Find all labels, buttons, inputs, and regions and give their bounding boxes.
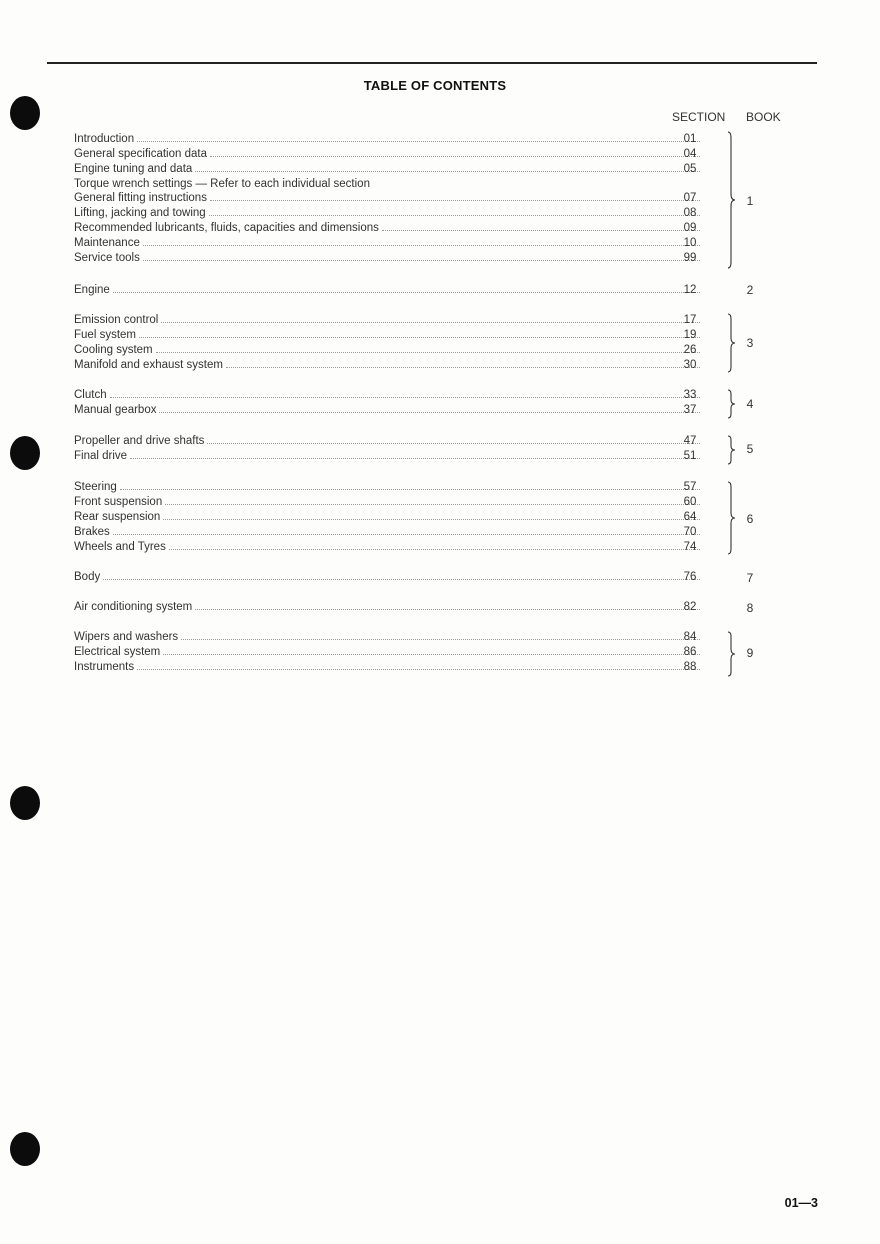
toc-entry-section: 47 — [683, 435, 697, 447]
dot-leader — [143, 260, 700, 261]
toc-entry — [74, 403, 700, 418]
dot-leader — [195, 609, 700, 610]
toc-entry — [74, 600, 700, 615]
toc-entry — [74, 434, 700, 449]
book-column-header: BOOK — [746, 110, 781, 124]
book-number: 5 — [746, 442, 754, 456]
toc-entry-title: Body — [74, 571, 101, 583]
toc-entry — [74, 328, 700, 343]
toc-entry — [74, 177, 700, 192]
toc-entry — [74, 236, 700, 251]
group-brace — [726, 630, 738, 678]
toc-entry-section: 33 — [683, 389, 697, 401]
toc-entry-section: 82 — [683, 601, 697, 613]
toc-entry-section: 05 — [683, 163, 697, 175]
toc-entry — [74, 525, 700, 540]
toc-entry-section: 12 — [683, 284, 697, 296]
toc-entry — [74, 283, 700, 298]
binder-hole — [10, 786, 40, 820]
toc-entry — [74, 540, 700, 555]
toc-entry-section: 74 — [683, 541, 697, 553]
toc-entry — [74, 495, 700, 510]
toc-entry-section: 10 — [683, 237, 697, 249]
dot-leader — [156, 352, 700, 353]
dot-leader — [181, 639, 700, 640]
dot-leader — [130, 458, 700, 459]
dot-leader — [143, 245, 700, 246]
book-number: 2 — [746, 283, 754, 297]
book-number: 3 — [746, 336, 754, 350]
toc-entry — [74, 480, 700, 495]
toc-entry — [74, 313, 700, 328]
toc-entry-section: 19 — [683, 329, 697, 341]
toc-entry-section: 70 — [683, 526, 697, 538]
toc-entry-title: Maintenance — [74, 237, 140, 249]
group-brace — [726, 388, 738, 420]
toc-entry — [74, 645, 700, 660]
binder-hole — [10, 436, 40, 470]
dot-leader — [207, 443, 700, 444]
toc-entry-title: Front suspension — [74, 496, 163, 508]
dot-leader — [159, 412, 700, 413]
toc-entry — [74, 221, 700, 236]
toc-entry-title: Lifting, jacking and towing — [74, 207, 206, 219]
toc-entry-title: Emission control — [74, 314, 159, 326]
toc-entry-title: Wheels and Tyres — [74, 541, 166, 553]
toc-entry-section: 84 — [683, 631, 697, 643]
toc-entry-section: 08 — [683, 207, 697, 219]
book-number: 1 — [746, 194, 754, 208]
toc-entry — [74, 162, 700, 177]
toc-entry-section: 60 — [683, 496, 697, 508]
page-title: TABLE OF CONTENTS — [363, 78, 507, 93]
dot-leader — [103, 579, 700, 580]
toc-entry-title: Rear suspension — [74, 511, 161, 523]
toc-entry — [74, 449, 700, 464]
toc-entry-section: 17 — [683, 314, 697, 326]
dot-leader — [161, 322, 700, 323]
dot-leader — [137, 669, 700, 670]
toc-entry — [74, 630, 700, 645]
dot-leader — [210, 156, 700, 157]
toc-entry — [74, 132, 700, 147]
toc-entry-section: 99 — [683, 252, 697, 264]
toc-entry-section: 88 — [683, 661, 697, 673]
dot-leader — [139, 337, 700, 338]
dot-leader — [209, 215, 700, 216]
dot-leader — [113, 534, 700, 535]
toc-entry-section: 30 — [683, 359, 697, 371]
toc-entry-title: Propeller and drive shafts — [74, 435, 205, 447]
dot-leader — [163, 654, 700, 655]
toc-entry-title: Air conditioning system — [74, 601, 193, 613]
toc-entry — [74, 206, 700, 221]
book-number: 6 — [746, 512, 754, 526]
toc-entry-title: General fitting instructions — [74, 192, 207, 204]
toc-entry-title: Fuel system — [74, 329, 136, 341]
toc-entry-title: Electrical system — [74, 646, 161, 658]
toc-entry-section: 64 — [683, 511, 697, 523]
toc-entry-title: Instruments — [74, 661, 135, 673]
dot-leader — [113, 292, 700, 293]
binder-hole — [10, 96, 40, 130]
toc-entry-title: Recommended lubricants, fluids, capacities and dimensions — [74, 222, 379, 234]
toc-entry-title: Service tools — [74, 252, 140, 264]
toc-entry — [74, 343, 700, 358]
dot-leader — [137, 141, 700, 142]
binder-hole — [10, 1132, 40, 1166]
dot-leader — [120, 489, 700, 490]
toc-entry — [74, 510, 700, 525]
group-brace — [726, 130, 738, 270]
toc-entry-section: 51 — [683, 450, 697, 462]
toc-entry-title: Torque wrench settings — Refer to each individual section — [74, 178, 370, 190]
dot-leader — [165, 504, 700, 505]
toc-entry-title: Brakes — [74, 526, 110, 538]
toc-entry — [74, 388, 700, 403]
toc-entry-title: Clutch — [74, 389, 107, 401]
book-number: 9 — [746, 646, 754, 660]
toc-entry-title: Final drive — [74, 450, 128, 462]
toc-entry-title: Manual gearbox — [74, 404, 157, 416]
dot-leader — [169, 549, 700, 550]
toc-entry-section: 57 — [683, 481, 697, 493]
toc-entry — [74, 251, 700, 266]
dot-leader — [226, 367, 700, 368]
toc-entry-title: Wipers and washers — [74, 631, 179, 643]
group-brace — [726, 480, 738, 556]
page-number: 01—3 — [784, 1196, 818, 1210]
toc-entry-title: Cooling system — [74, 344, 153, 356]
toc-entry-section: 86 — [683, 646, 697, 658]
toc-entry-title: Engine tuning and data — [74, 163, 193, 175]
toc-entry — [74, 358, 700, 373]
toc-entry — [74, 570, 700, 585]
toc-entry-title: Manifold and exhaust system — [74, 359, 223, 371]
dot-leader — [110, 397, 700, 398]
book-number: 4 — [746, 397, 754, 411]
group-brace — [726, 312, 738, 374]
toc-entry-section: 76 — [683, 571, 697, 583]
toc-entry — [74, 660, 700, 675]
toc-entry-title: Introduction — [74, 133, 135, 145]
toc-entry-section: 04 — [683, 148, 697, 160]
toc-entry — [74, 147, 700, 162]
dot-leader — [382, 230, 700, 231]
toc-entry-section: 09 — [683, 222, 697, 234]
dot-leader — [210, 200, 700, 201]
group-brace — [726, 434, 738, 466]
toc-entry-section: 07 — [683, 192, 697, 204]
toc-entry-title: Engine — [74, 284, 110, 296]
toc-entry-section: 01 — [683, 133, 697, 145]
section-column-header: SECTION — [672, 110, 726, 124]
toc-entry-title: General specification data — [74, 148, 207, 160]
toc-entry-section: 26 — [683, 344, 697, 356]
dot-leader — [195, 171, 700, 172]
dot-leader — [163, 519, 700, 520]
toc-entry-title: Steering — [74, 481, 117, 493]
header-rule — [47, 62, 817, 64]
toc-entry-section: 37 — [683, 404, 697, 416]
toc-entry — [74, 191, 700, 206]
book-number: 7 — [746, 571, 754, 585]
book-number: 8 — [746, 601, 754, 615]
